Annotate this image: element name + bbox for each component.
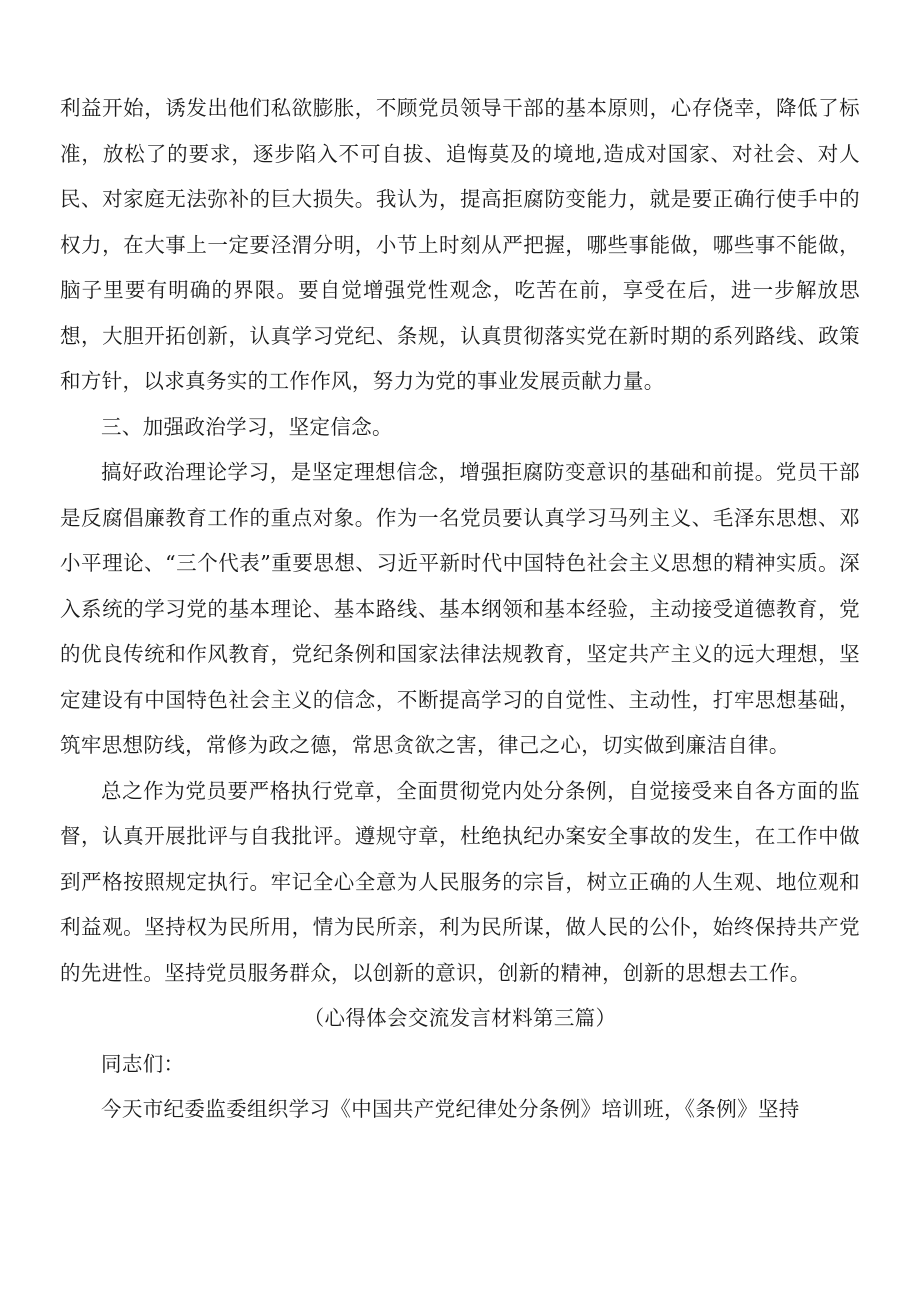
salutation: 同志们： (101, 1051, 185, 1076)
body-paragraph: 搞好政治理论学习，是坚定理想信念，增强拒腐防变意识的基础和前提。党员干部是反腐倡廉教育工作的重点对象。作为一名党员要认真学习马列主义、毛泽东思想、邓小平理论、“三个代表”重要思想、习近平新时代中国特色社会主义思想的精神实质。深入系统的学习党的基本理论、基本路线、基本纲领和基本经验，主动接受道德教育，党的优良传统和作风教育，党纪条例和国家法律法规教育，坚定共产主义的远大理想，坚定建设有中国特色社会主义的信念，不断提高学习的自觉性、主动性，打牢思想基础，筑牢思想防线，常修为政之德，常思贪欲之害，律己之心，切实做到廉洁自律。 (60, 460, 860, 757)
article-title: （心得体会交流发言材料第三篇） (303, 1006, 617, 1030)
document-page (60, 86, 860, 1133)
body-paragraph-continuation: 利益开始，诱发出他们私欲膨胀，不顾党员领导干部的基本原则，心存侥幸，降低了标准，放松了的要求，逐步陷入不可自拔、追悔莫及的境地,造成对国家、对社会、对人民、对家庭无法弥补的巨大损失。我认为，提高拒腐防变能力，就是要正确行使手中的权力，在大事上一定要泾渭分明，小节上时刻从严把握，哪些事能做，哪些事不能做，脑子里要有明确的界限。要自觉增强党性观念，吃苦在前，享受在后，进一步解放思想，大胆开拓创新，认真学习党纪、条规，认真贯彻落实党在新时期的系列路线、政策和方针，以求真务实的工作作风，努力为党的事业发展贡献力量。 (60, 96, 860, 393)
section-heading: 三、加强政治学习，坚定信念。 (101, 414, 393, 439)
body-paragraph: 今天市纪委监委组织学习《中国共产党纪律处分条例》培训班，《条例》坚持 (101, 1097, 800, 1121)
body-paragraph: 总之作为党员要严格执行党章，全面贯彻党内处分条例，自觉接受来自各方面的监督，认真开展批评与自我批评。遵规守章，杜绝执纪办案安全事故的发生，在工作中做到严格按照规定执行。牢记全心全意为人民服务的宗旨，树立正确的人生观、地位观和利益观。坚持权为民所用，情为民所亲，利为民所谋，做人民的公仆，始终保持共产党的先进性。坚持党员服务群众，以创新的意识，创新的精神，创新的思想去工作。 (60, 778, 860, 985)
